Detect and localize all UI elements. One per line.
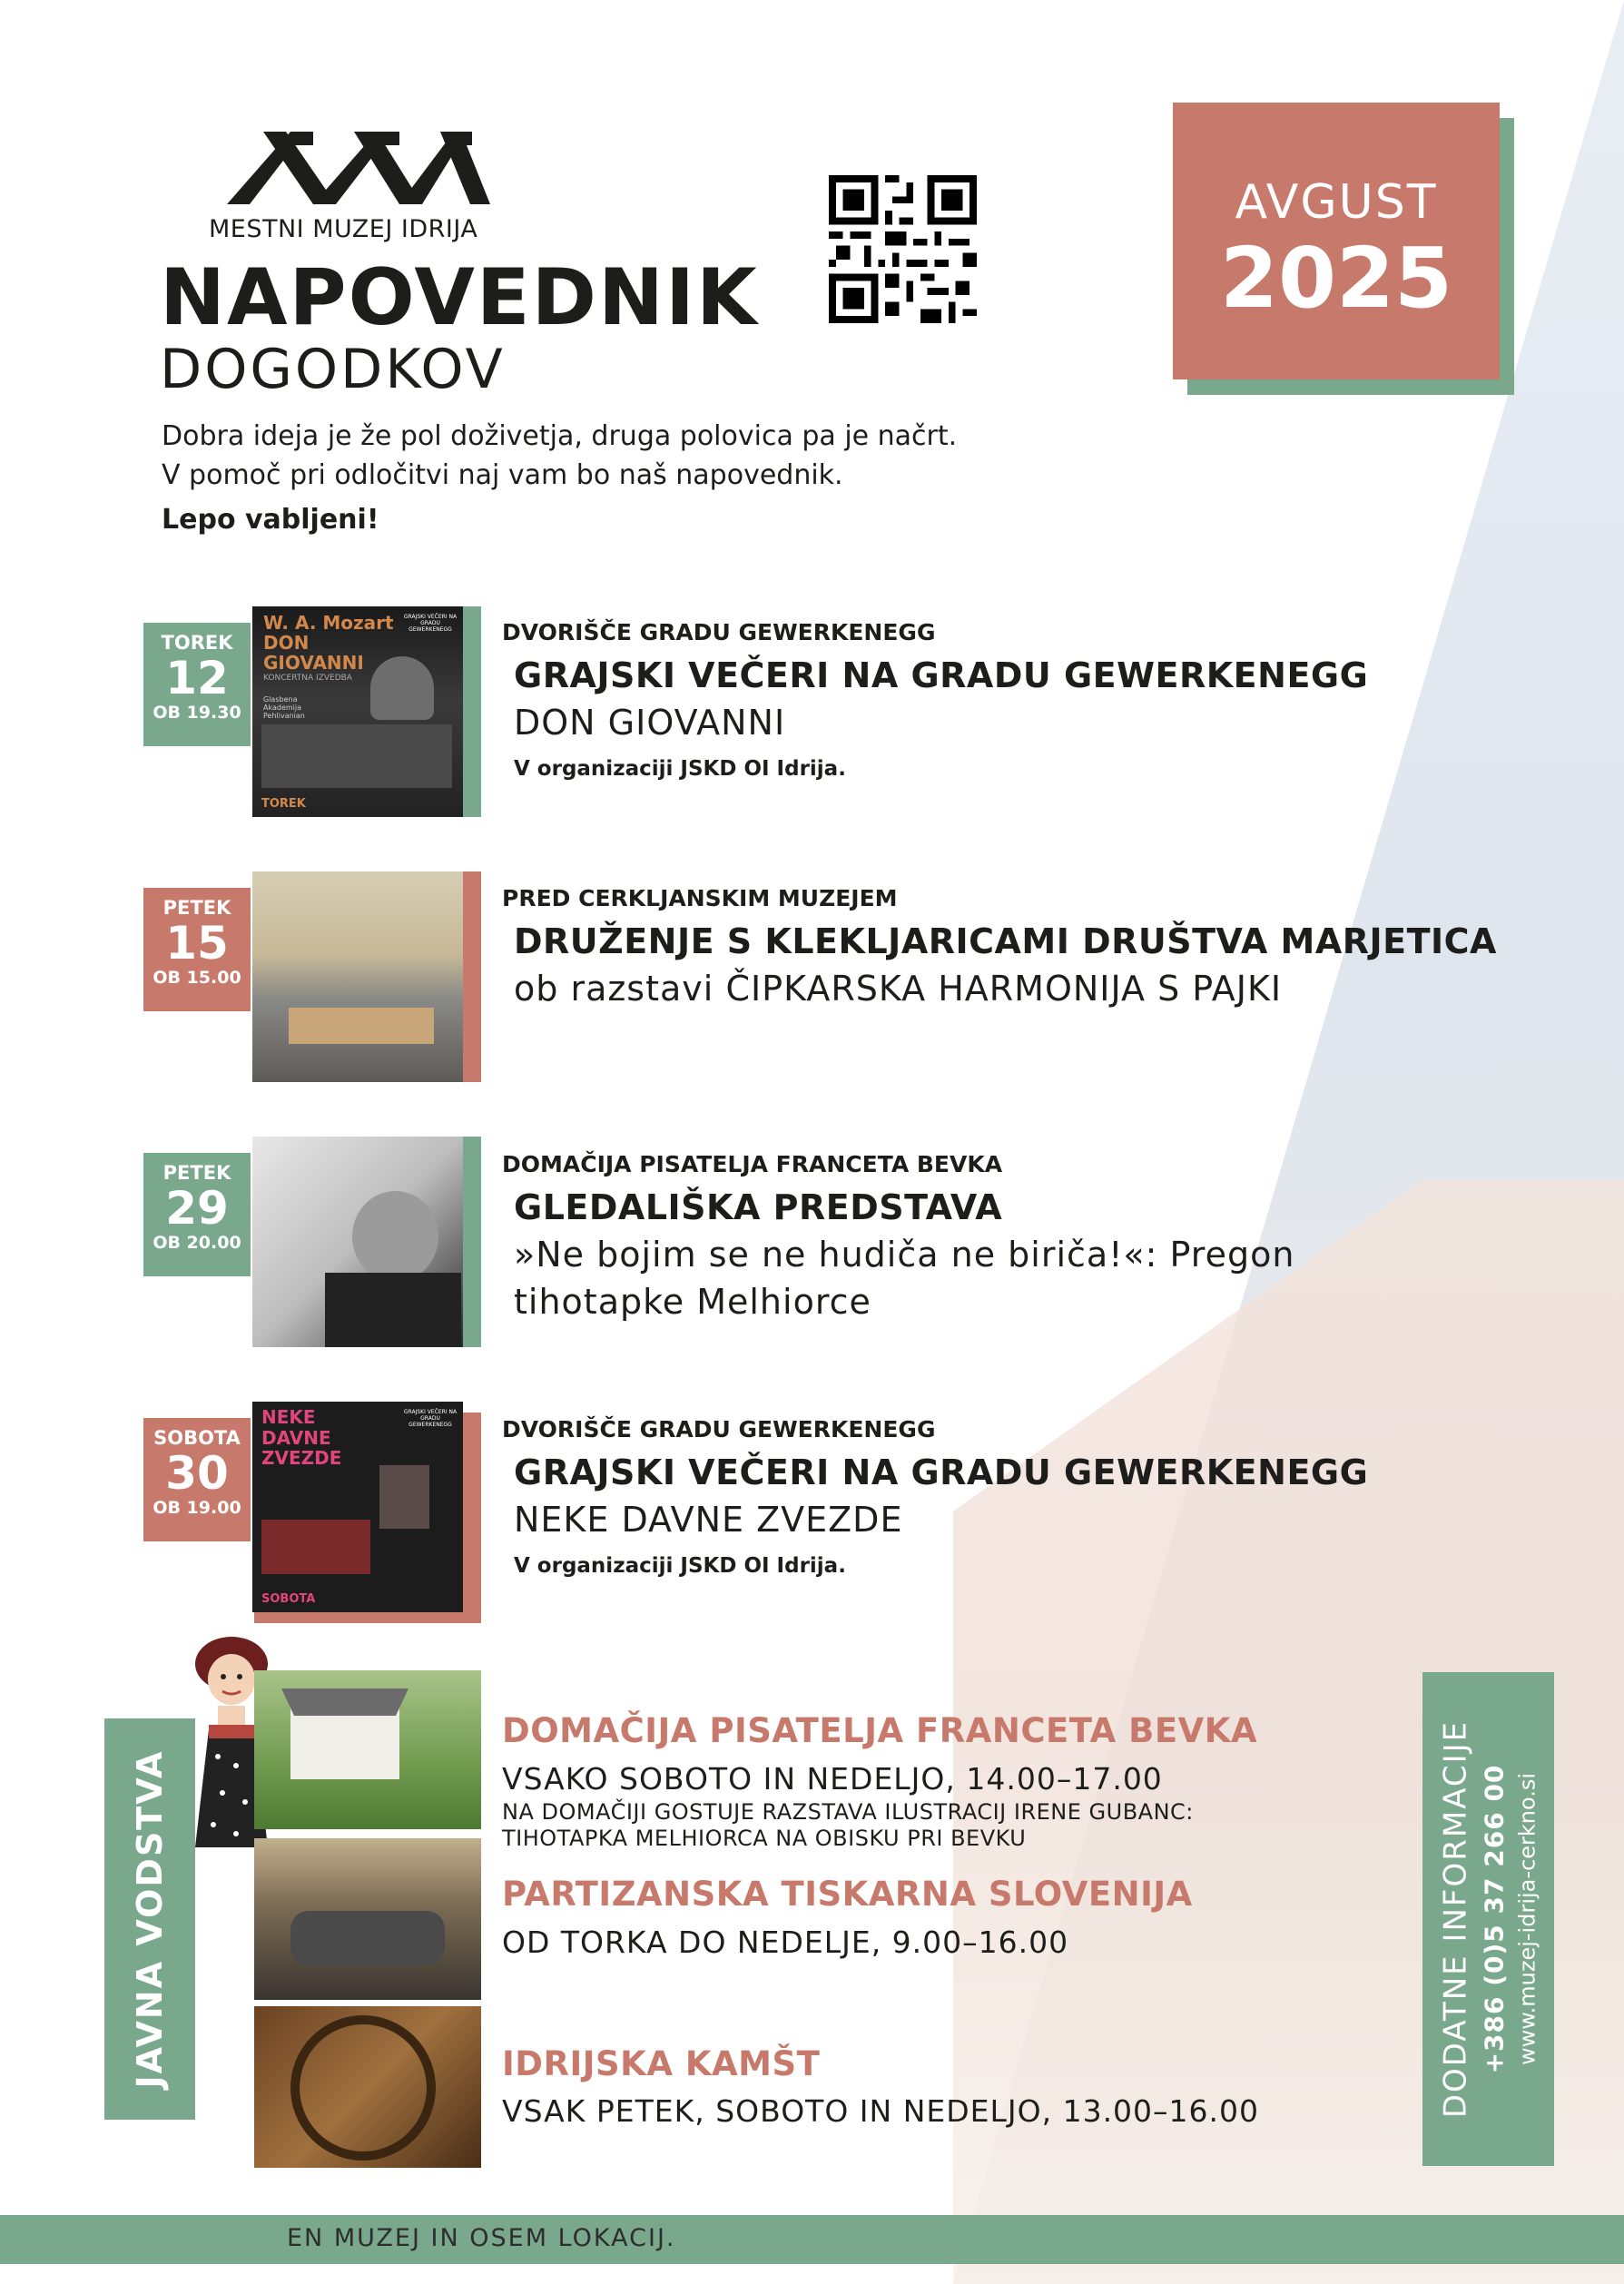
museum-logo — [227, 127, 490, 209]
photo-house — [290, 1707, 399, 1779]
event-subtitle: NEKE DAVNE ZVEZDE — [514, 1500, 903, 1540]
event-time: OB 19.30 — [153, 703, 241, 723]
date-box — [143, 888, 251, 1011]
logo-text: MESTNI MUZEJ IDRIJA — [209, 215, 478, 243]
event-date: 29 — [165, 1182, 229, 1235]
poster-text: Glasbena Akademija Pehlivanian — [263, 695, 305, 720]
photo-waterwheel — [290, 2015, 436, 2161]
event-time: OB 15.00 — [153, 968, 241, 988]
poster-singer-photo — [379, 1465, 429, 1529]
event-day: TOREK — [161, 632, 233, 654]
event-day: PETEK — [162, 897, 231, 919]
poster-text: GRAJSKI VEČERI NA GRADU GEWERKENEGG — [403, 1409, 458, 1428]
intro-invite: Lepo vabljeni! — [162, 504, 379, 536]
event-date: 15 — [165, 917, 229, 970]
intro-line: V pomoč pri odločitvi naj vam bo naš napovednik. — [162, 459, 843, 491]
event-organizer: V organizaciji JSKD OI Idrija. — [514, 1554, 846, 1578]
event-time: OB 19.00 — [153, 1498, 241, 1518]
poster-choir-photo — [261, 1520, 370, 1574]
poster-text: W. A. Mozart — [263, 612, 394, 634]
intro-text — [162, 417, 957, 539]
photo-costume — [325, 1273, 461, 1347]
event-title: GRAJSKI VEČERI NA GRADU GEWERKENEGG — [514, 655, 1369, 695]
poster-text: ZVEZDE — [261, 1447, 342, 1469]
tour-note: NA DOMAČIJI GOSTUJE RAZSTAVA ILUSTRACIJ IRENE GUBANC: — [502, 1799, 1194, 1825]
poster-text: GRAJSKI VEČERI NA GRADU GEWERKENEGG — [403, 614, 458, 633]
month-box — [1173, 103, 1500, 379]
event-subtitle — [514, 969, 1282, 1009]
date-box — [143, 1418, 251, 1541]
event-title: GRAJSKI VEČERI NA GRADU GEWERKENEGG — [514, 1452, 1369, 1492]
tour-photo-kamst — [254, 2006, 481, 2168]
event-subtitle-prefix: ob razstavi — [514, 969, 714, 1009]
photo-tables — [289, 1008, 434, 1044]
event-subtitle-exhibition: ČIPKARSKA HARMONIJA S PAJKI — [725, 969, 1283, 1009]
event-location: PRED CERKLJANSKIM MUZEJEM — [502, 885, 898, 911]
poster-text: SOBOTA — [261, 1592, 316, 1606]
poster-text: GIOVANNI — [263, 652, 364, 674]
event-subtitle: tihotapke Melhiorce — [514, 1282, 871, 1322]
event-photo — [252, 1137, 463, 1347]
info-label: DODATNE INFORMACIJE — [1437, 1719, 1473, 2119]
year-label: 2025 — [1219, 230, 1453, 327]
tour-title: PARTIZANSKA TISKARNA SLOVENIJA — [502, 1875, 1193, 1914]
poster-orchestra-photo — [261, 724, 452, 788]
event-title: DRUŽENJE S KLEKLJARICAMI DRUŠTVA MARJETICA — [514, 921, 1497, 961]
tour-title: DOMAČIJA PISATELJA FRANCETA BEVKA — [502, 1711, 1258, 1750]
event-date: 12 — [165, 652, 229, 704]
tours-label-text: JAVNA VODSTVA — [130, 1749, 170, 2089]
tour-time: OD TORKA DO NEDELJE, 9.00–16.00 — [502, 1925, 1069, 1960]
photo-press-roller — [290, 1911, 445, 1965]
event-day: PETEK — [162, 1162, 231, 1184]
event-photo — [252, 871, 463, 1082]
poster-text: NEKE — [261, 1406, 316, 1428]
event-location: DVORIŠČE GRADU GEWERKENEGG — [502, 1416, 936, 1442]
info-phone[interactable]: +386 (0)5 37 266 00 — [1479, 1764, 1509, 2074]
photo-roof — [281, 1688, 408, 1716]
footer-text: EN MUZEJ IN OSEM LOKACIJ. — [287, 2224, 676, 2252]
tour-photo-bevk-homestead — [254, 1670, 481, 1829]
event-organizer: V organizaciji JSKD OI Idrija. — [514, 757, 846, 781]
poster-text: KONCERTNA IZVEDBA — [263, 674, 352, 683]
event-location: DVORIŠČE GRADU GEWERKENEGG — [502, 619, 936, 645]
intro-line: Dobra ideja je že pol doživetja, druga polovica pa je načrt. — [162, 420, 958, 452]
footer-bar — [0, 2215, 1624, 2264]
event-subtitle: »Ne bojim se ne hudiča ne biriča!«: Pregon — [514, 1235, 1295, 1275]
tour-title: IDRIJSKA KAMŠT — [502, 2044, 821, 2083]
tour-note: TIHOTAPKA MELHIORCA NA OBISKU PRI BEVKU — [502, 1826, 1027, 1851]
photo-actress — [352, 1191, 438, 1282]
tour-time: VSAK PETEK, SOBOTO IN NEDELJO, 13.00–16.00 — [502, 2093, 1260, 2129]
info-website-link[interactable]: www.muzej-idrija-cerkno.si — [1514, 1772, 1540, 2066]
event-poster — [252, 606, 463, 817]
event-date: 30 — [165, 1447, 229, 1500]
info-box — [1422, 1672, 1554, 2166]
page-subtitle: DOGODKOV — [160, 338, 506, 401]
poster-conductor-photo — [370, 656, 434, 720]
qr-code-icon[interactable] — [829, 175, 977, 323]
poster-text: DAVNE — [261, 1427, 331, 1449]
event-poster — [252, 1402, 463, 1612]
event-subtitle: DON GIOVANNI — [514, 703, 786, 743]
poster-text: TOREK — [261, 797, 306, 811]
date-box — [143, 623, 251, 746]
info-content — [1437, 1720, 1540, 2118]
tour-photo-printing-press — [254, 1838, 481, 2000]
tour-time: VSAKO SOBOTO IN NEDELJO, 14.00–17.00 — [502, 1761, 1163, 1797]
event-title: GLEDALIŠKA PREDSTAVA — [514, 1187, 1003, 1227]
poster-text: DON — [263, 632, 310, 654]
event-time: OB 20.00 — [153, 1233, 241, 1253]
month-label: AVGUST — [1235, 175, 1438, 230]
event-day: SOBOTA — [153, 1427, 241, 1449]
page-title: NAPOVEDNIK — [160, 252, 759, 343]
date-box — [143, 1153, 251, 1276]
event-location: DOMAČIJA PISATELJA FRANCETA BEVKA — [502, 1151, 1003, 1177]
